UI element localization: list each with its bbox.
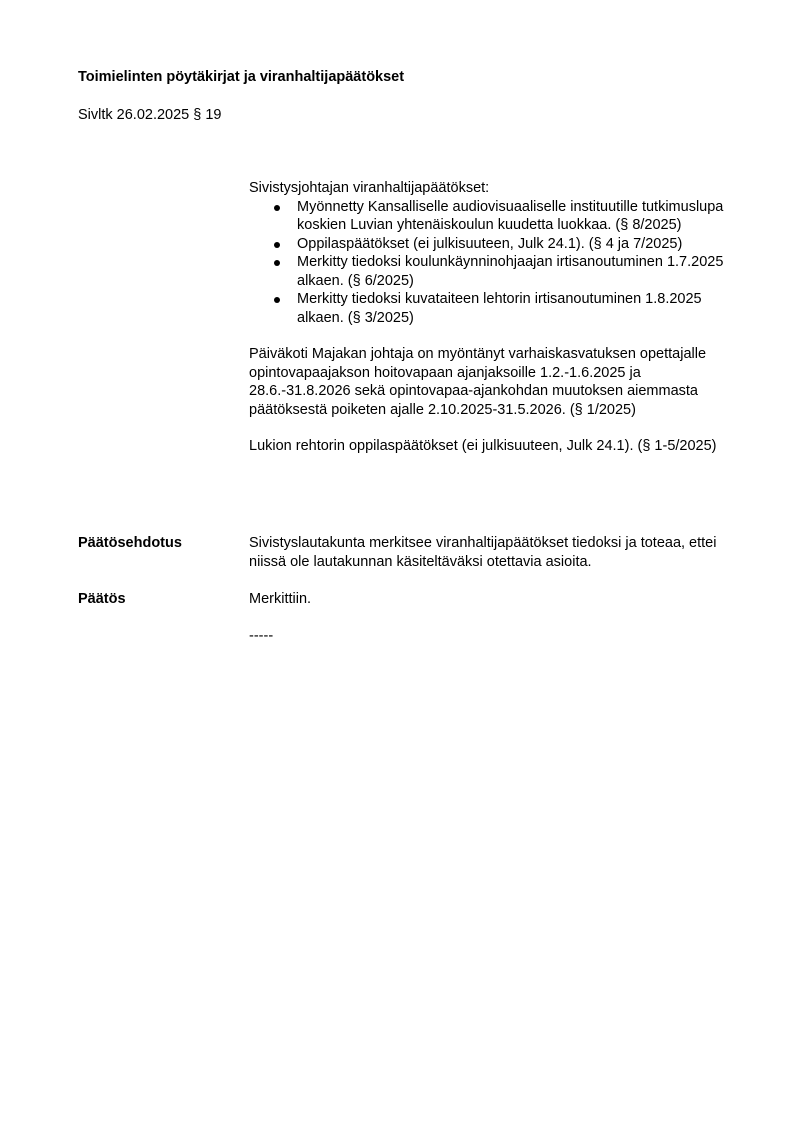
decision-label: Päätös (78, 591, 126, 607)
bullet-icon (274, 297, 280, 303)
daycare-decision-paragraph: Päiväkoti Majakan johtaja on myöntänyt varhaiskasvatuksen opettajalle opintovapaajakson hoitovapaan ajanjaksoille 1.2.-1.6.2025 ja 28.6.-31.8.2026 sekä opintovapaa-ajankohdan muutoksen aiemmasta päätöksestä poiketen ajalle 2.10.2025-31.5.2026. (§ 1/2025) (249, 346, 707, 418)
document-title: Toimielinten pöytäkirjat ja viranhaltijapäätökset (78, 69, 405, 85)
decisions-section (249, 179, 739, 456)
list-item-text: Merkitty tiedoksi kuvataiteen lehtorin irtisanoutuminen 1.8.2025 alkaen. (§ 3/2025) (297, 291, 702, 326)
list-item (249, 290, 737, 327)
meeting-reference: Sivltk 26.02.2025 § 19 (78, 107, 222, 123)
proposal-text: Sivistyslautakunta merkitsee viranhaltijapäätökset tiedoksi ja toteaa, ettei niissä ole lautakunnan käsiteltäväksi otettavia asioita. (249, 535, 717, 570)
bullet-icon (274, 205, 280, 211)
decisions-intro: Sivistysjohtajan viranhaltijapäätökset: (249, 180, 490, 196)
proposal-label: Päätösehdotus (78, 535, 182, 551)
bullet-icon (274, 242, 280, 248)
list-item-text: Myönnetty Kansalliselle audiovisuaaliselle instituutille tutkimuslupa koskien Luvian yhtenäiskoulun kuudetta luokkaa. (§ 8/2025) (297, 198, 724, 233)
decisions-list (249, 198, 739, 328)
list-item-text: Oppilaspäätökset (ei julkisuuteen, Julk 24.1). (§ 4 ja 7/2025) (297, 235, 683, 252)
list-item (249, 235, 737, 254)
decision-text: Merkittiin. (249, 591, 312, 607)
list-item-text: Merkitty tiedoksi koulunkäynninohjaajan irtisanoutuminen 1.7.2025 alkaen. (§ 6/2025) (297, 254, 724, 289)
upper-secondary-decision-paragraph: Lukion rehtorin oppilaspäätökset (ei julkisuuteen, Julk 24.1). (§ 1-5/2025) (249, 438, 717, 454)
bullet-icon (274, 260, 280, 266)
list-item (249, 253, 737, 290)
separator-line: ----- (249, 628, 274, 644)
list-item (249, 198, 737, 235)
